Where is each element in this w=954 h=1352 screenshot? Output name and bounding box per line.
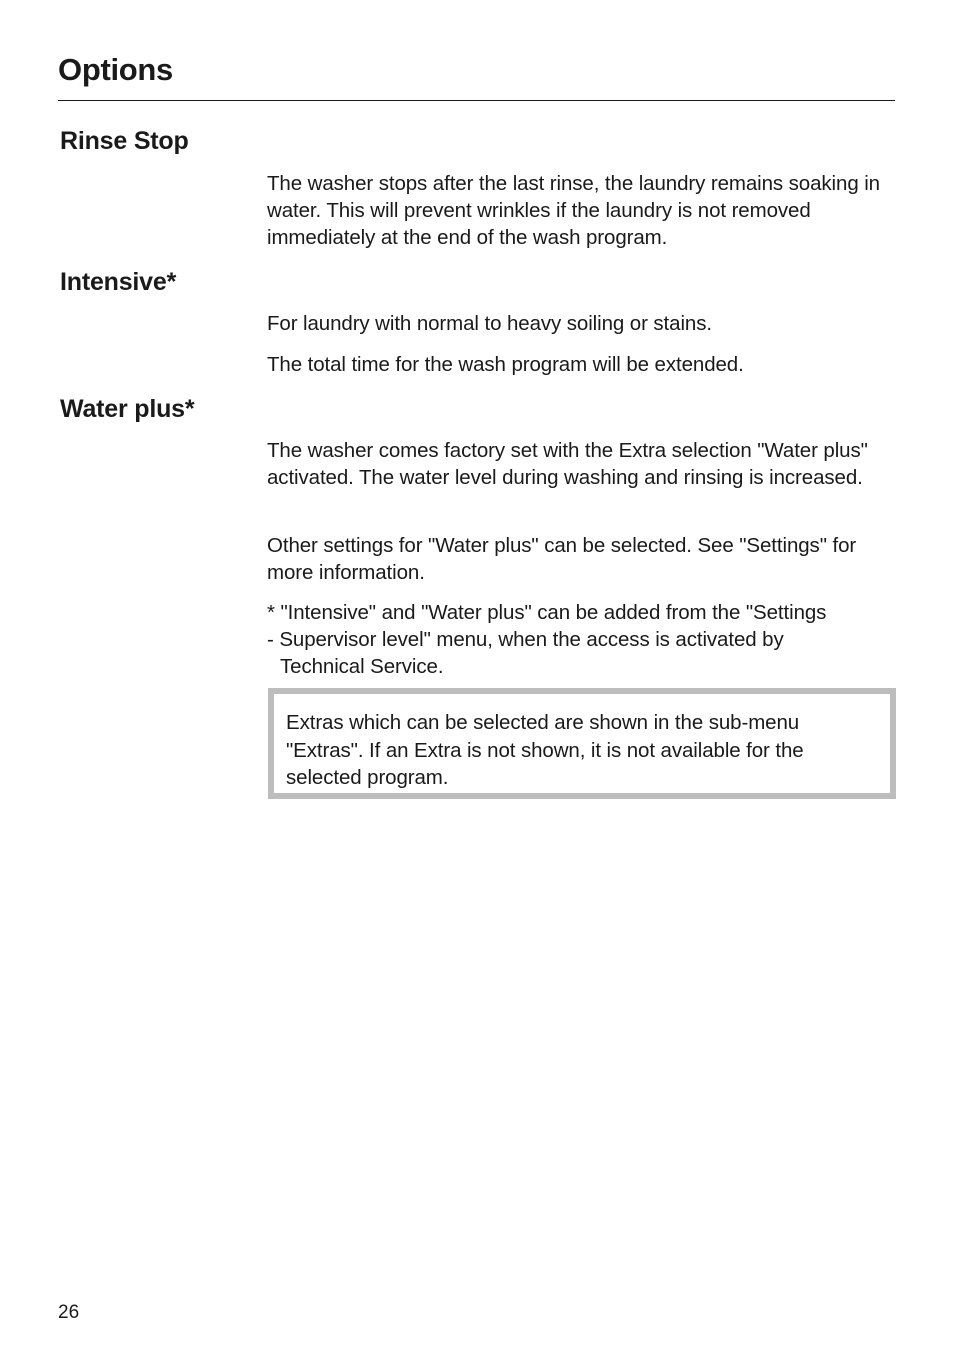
paragraph-water-plus-1: The washer comes factory set with the Extra selection "Water plus" activated. The water level during washing and rinsing is increased. <box>267 439 868 489</box>
title-divider <box>58 100 895 101</box>
paragraph-rinse-stop: The washer stops after the last rinse, the laundry remains soaking in water. This will prevent wrinkles if the laundry is not removed immediately at the end of the wash program. <box>267 172 880 249</box>
paragraph-water-plus-2: Other settings for "Water plus" can be selected. See "Settings" for more information. <box>267 534 857 584</box>
footnote <box>267 599 897 680</box>
page-number: 26 <box>58 1302 80 1323</box>
note-box <box>268 688 896 799</box>
heading-water-plus: Water plus* <box>60 395 195 423</box>
footnote-line: - Supervisor level" menu, when the access is activated by <box>267 628 784 651</box>
footnote-line: * "Intensive" and "Water plus" can be added from the "Settings <box>267 601 827 624</box>
note-text: Extras which can be selected are shown in the sub-menu "Extras". If an Extra is not shown, it is not available for the selected program. <box>286 711 804 789</box>
footnote-line: Technical Service. <box>280 655 444 678</box>
paragraph-intensive-2: The total time for the wash program will be extended. <box>267 353 744 376</box>
page-title: Options <box>58 52 173 87</box>
paragraph-intensive-1: For laundry with normal to heavy soiling or stains. <box>267 312 712 335</box>
heading-intensive: Intensive* <box>60 268 177 296</box>
heading-rinse-stop: Rinse Stop <box>60 127 189 155</box>
